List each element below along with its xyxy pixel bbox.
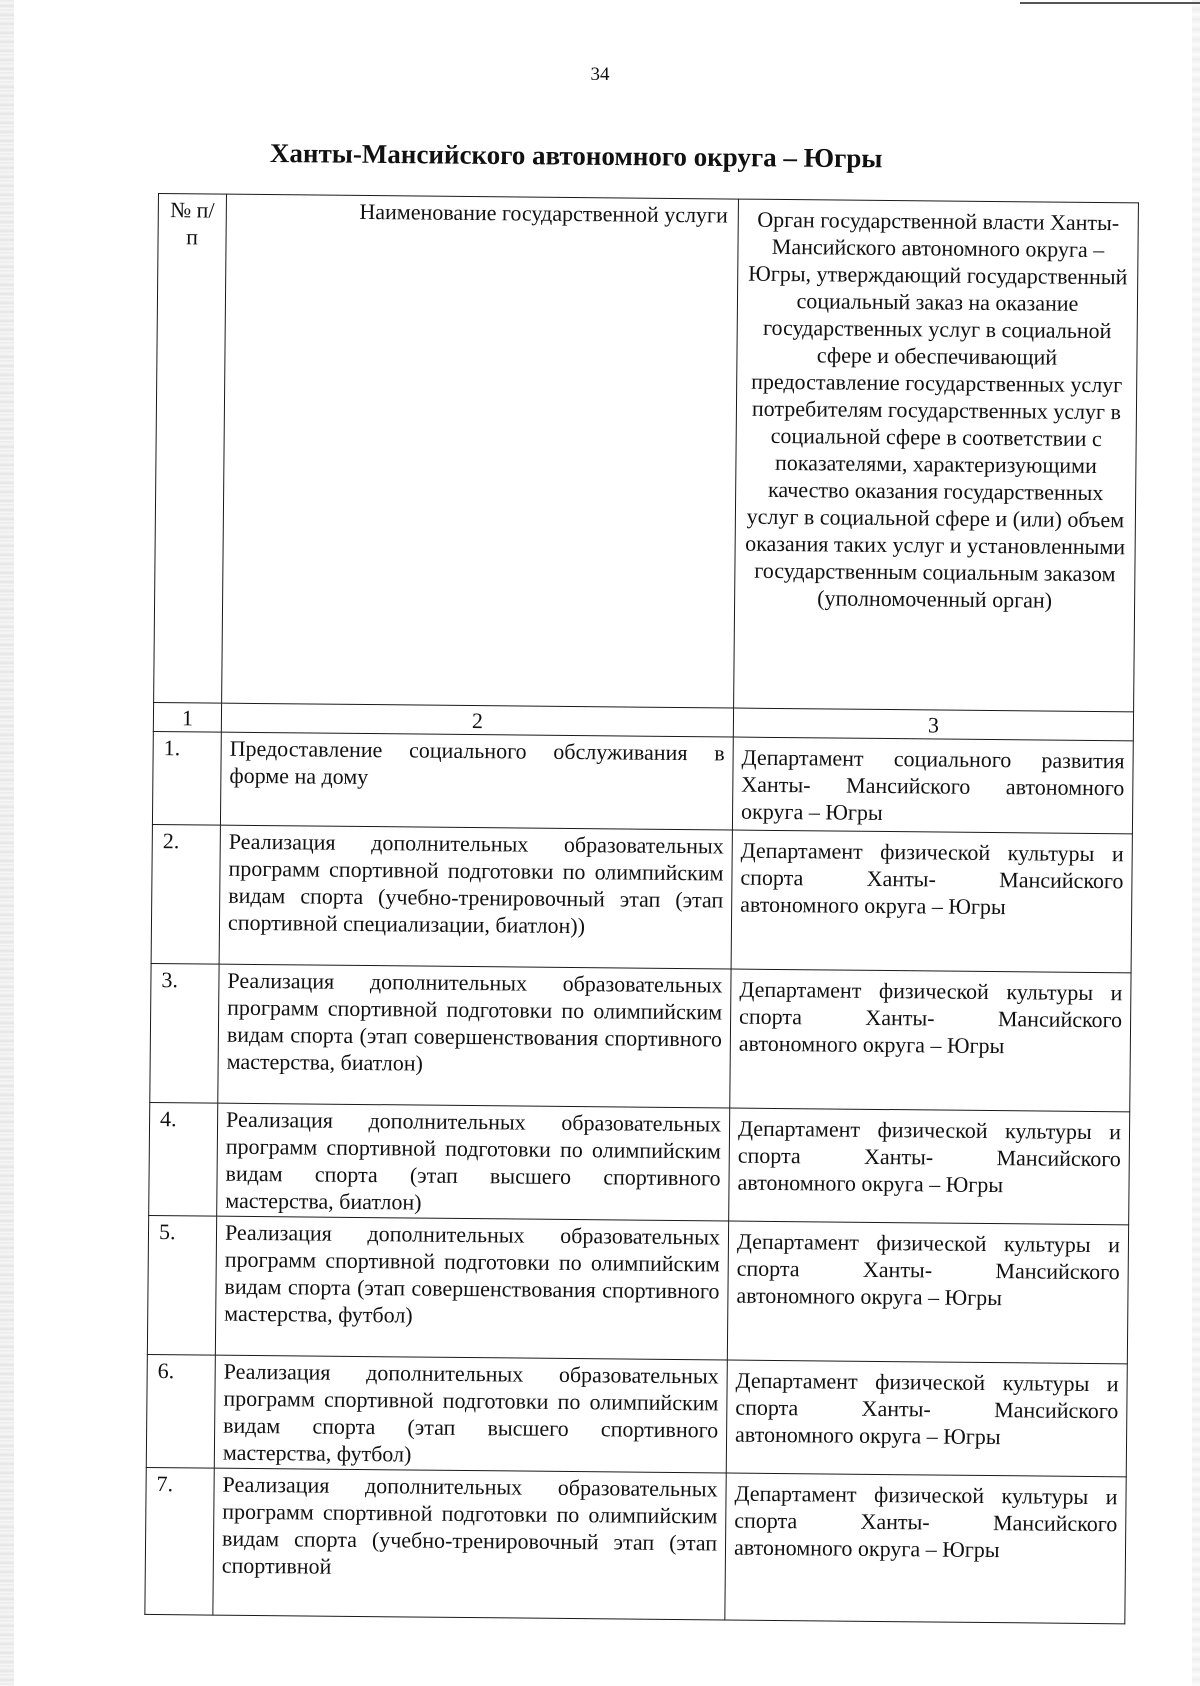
table-row <box>150 963 1131 1111</box>
authority-name: Департамент физической культуры и спорта Ханты- Мансийского автономного округа – Югры <box>726 1360 1127 1477</box>
services-table-wrapper <box>144 193 1139 1624</box>
row-number: 6. <box>146 1354 215 1468</box>
table-row <box>151 824 1132 972</box>
header-num: № п/п <box>154 194 227 704</box>
page-number: 34 <box>590 64 610 85</box>
authority-name: Департамент физической культуры и спорта Ханты- Мансийского автономного округа – Югры <box>730 969 1131 1112</box>
row-number: 1. <box>152 731 221 825</box>
table-row <box>145 1467 1126 1623</box>
service-name: Реализация дополнительных образовательных программ спортивной подготовки по олимпийским видам спорта (этап совершенствования спортивного мастерства, биатлон) <box>218 964 731 1108</box>
service-name: Реализация дополнительных образовательных программ спортивной подготовки по олимпийским видам спорта (учебно-тренировочный этап (этап спортивной <box>213 1468 726 1620</box>
service-name: Реализация дополнительных образовательных программ спортивной подготовки по олимпийским видам спорта (этап высшего спортивного мастерства, биатлон) <box>217 1103 730 1221</box>
column-number: 2 <box>221 703 733 737</box>
row-number: 7. <box>145 1467 214 1615</box>
authority-name: Департамент физической культуры и спорта Ханты- Мансийского автономного округа – Югры <box>725 1473 1126 1624</box>
header-authority: Орган государственной власти Ханты-Мансийского автономного округа – Югры, утверждающий государственный социальный заказ на оказание государственных услуг в социальной сфере и обеспечивающий предоставление государственных услуг потребителям государственных услуг в социальной сфере в соответствии с показателями, характеризующими качество оказания государственных услуг в социальной сфере и (или) объем оказания таких услуг и установленными государственным социальным заказом (уполномоченный орган) <box>734 199 1139 712</box>
column-number: 1 <box>153 702 221 732</box>
row-number: 5. <box>147 1215 216 1355</box>
table-row <box>149 1102 1130 1224</box>
authority-name: Департамент физической культуры и спорта Ханты- Мансийского автономного округа – Югры <box>729 1108 1130 1225</box>
scan-top-line <box>1020 2 1200 4</box>
service-name: Предоставление социального обслуживания в форме на дому <box>220 732 733 830</box>
column-number: 3 <box>733 708 1133 741</box>
authority-name: Департамент физической культуры и спорта Ханты- Мансийского автономного округа – Югры <box>727 1221 1128 1364</box>
table-row <box>152 731 1133 833</box>
table-row <box>146 1354 1127 1476</box>
scan-edge-right <box>1192 0 1200 1686</box>
table-row <box>147 1215 1128 1363</box>
document-title: Ханты-Мансийского автономного округа – Югры <box>269 138 883 174</box>
service-name: Реализация дополнительных образовательных программ спортивной подготовки по олимпийским видам спорта (учебно-тренировочный этап (этап спортивной специализации, биатлон)) <box>219 825 732 969</box>
authority-name: Департамент физической культуры и спорта Ханты- Мансийского автономного округа – Югры <box>731 830 1132 973</box>
row-number: 2. <box>151 824 220 964</box>
service-name: Реализация дополнительных образовательных программ спортивной подготовки по олимпийским видам спорта (этап совершенствования спортивного мастерства, футбол) <box>215 1216 728 1360</box>
header-service-name: Наименование государственной услуги <box>222 194 739 708</box>
row-number: 3. <box>150 963 219 1103</box>
scan-edge-left <box>0 0 14 1686</box>
services-table <box>144 193 1139 1624</box>
row-number: 4. <box>149 1102 218 1216</box>
service-name: Реализация дополнительных образовательных программ спортивной подготовки по олимпийским видам спорта (этап высшего спортивного мастерства, футбол) <box>214 1355 727 1473</box>
authority-name: Департамент социального развития Ханты- Мансийского автономного округа – Югры <box>732 737 1133 834</box>
table-header-row <box>154 194 1139 712</box>
